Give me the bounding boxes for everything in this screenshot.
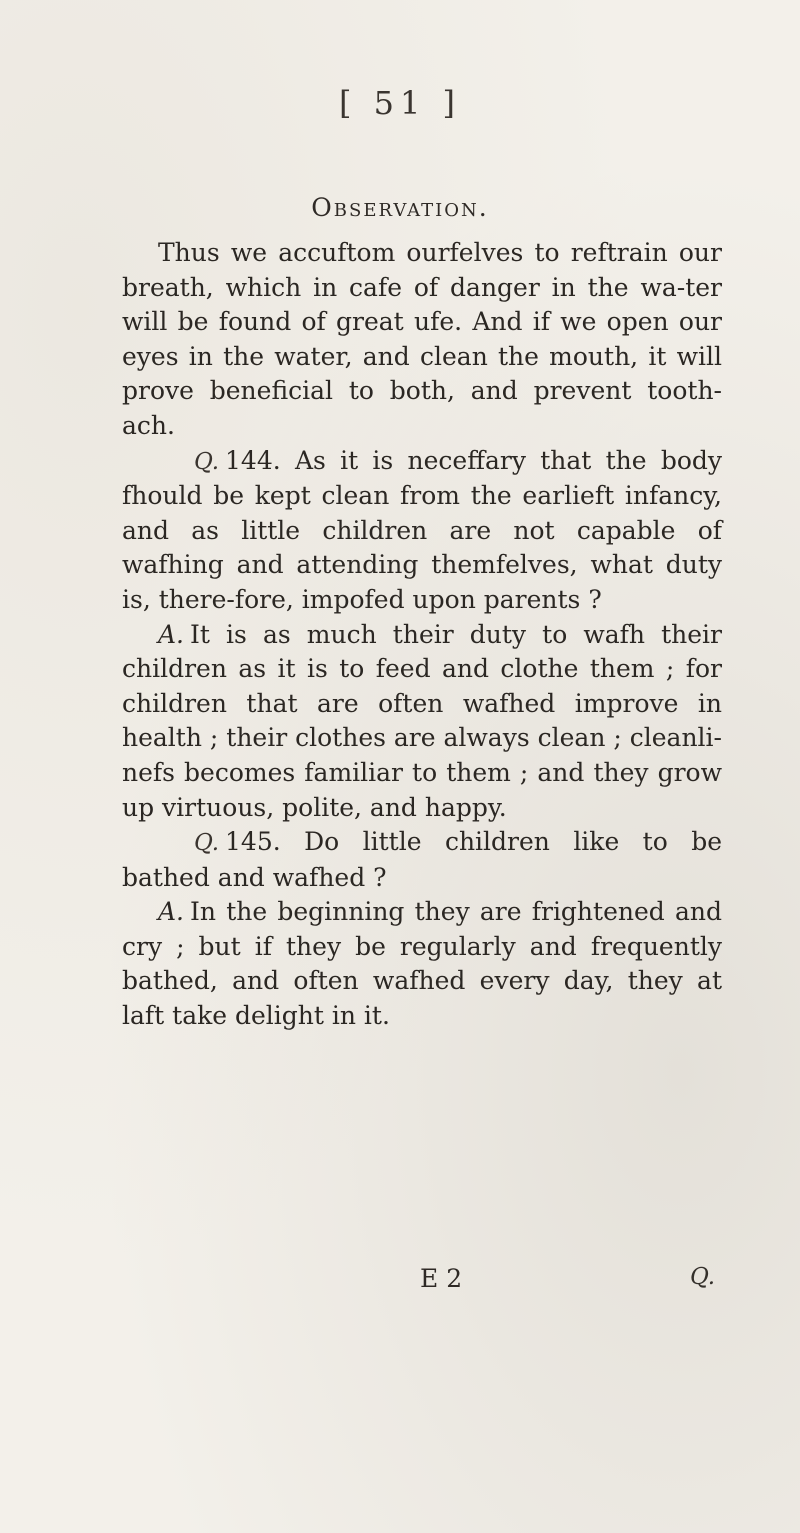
- page-footer: [0, 1264, 800, 1304]
- paragraph-text: Thus we accuftom ourfelves to reftrain our breath, which in cafe of danger in the wa-ter will be found of great ufe. And if we open our eyes in the water, and clean the mouth, it will prove beneficial to both, and prevent tooth-ach.: [122, 238, 722, 440]
- catchword: Q.: [690, 1264, 716, 1290]
- answer-145: [122, 895, 722, 1033]
- page-number: [ 51 ]: [338, 84, 462, 122]
- signature-mark: E 2: [420, 1264, 463, 1293]
- question-marker: Q.: [194, 830, 220, 857]
- body-text: [122, 236, 722, 1034]
- section-title: Observation.: [311, 193, 489, 222]
- question-text: 145. Do little children like to be bathed and wafhed ?: [122, 827, 722, 892]
- paragraph-observation: [122, 236, 722, 444]
- answer-marker: A.: [158, 897, 185, 927]
- answer-text: It is as much their duty to wafh their children as it is to feed and clothe them ; for children that are often wafhed improve in health ; their clothes are always clean ; cleanli-nefs becomes familiar to them ; and they grow up virtuous, polite, and happy.: [122, 619, 722, 822]
- answer-text: In the beginning they are frightened and cry ; but if they be regularly and frequently bathed, and often wafhed every day, they at laft take delight in it.: [122, 897, 722, 1031]
- question-text: 144. As it is neceffary that the body fhould be kept clean from the earlieft infancy, and as little children are not capable of wafhing and attending themfelves, what duty is, there-fore, impofed upon parents ?: [122, 445, 722, 614]
- question-144: [122, 444, 722, 618]
- question-145: [122, 825, 722, 895]
- answer-marker: A.: [158, 619, 185, 649]
- answer-144: [122, 618, 722, 826]
- question-marker: Q.: [194, 448, 220, 475]
